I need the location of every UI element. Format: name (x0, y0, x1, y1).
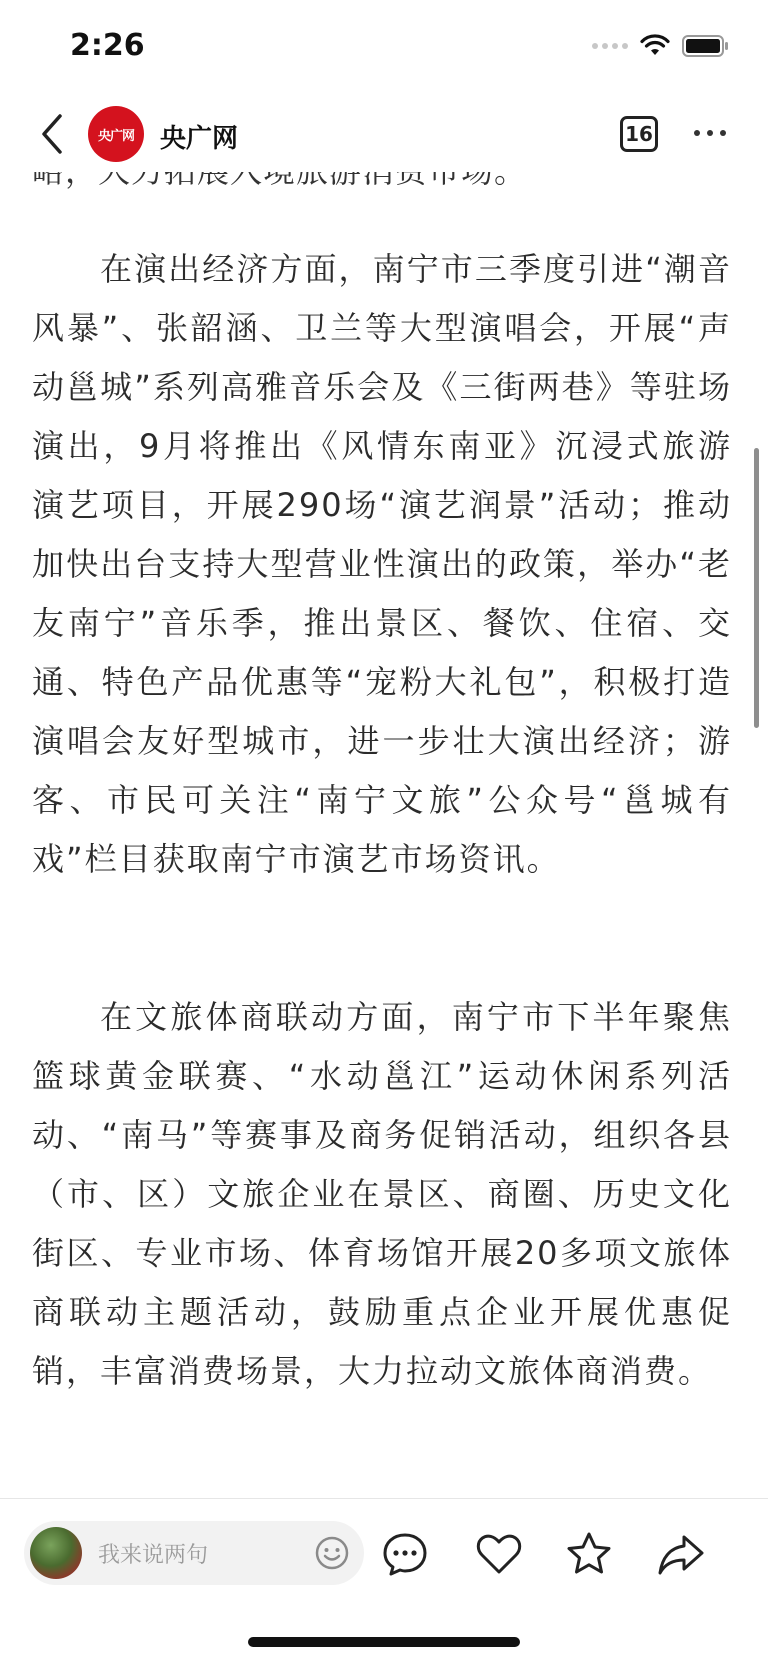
comment-input[interactable] (24, 1521, 364, 1585)
heart-icon[interactable] (474, 1529, 524, 1579)
nav-bar (0, 96, 768, 172)
status-bar (0, 0, 768, 96)
comment-icon[interactable] (380, 1529, 430, 1579)
site-logo[interactable]: 央广网 (88, 106, 144, 162)
signal-icon (592, 43, 628, 49)
emoji-icon[interactable] (314, 1535, 350, 1571)
star-icon[interactable] (564, 1529, 614, 1579)
status-icons (592, 34, 730, 58)
site-name[interactable]: 央广网 (160, 124, 239, 154)
comment-placeholder: 我来说两句 (98, 1543, 209, 1568)
status-time: 2:26 (70, 28, 145, 63)
battery-icon (682, 34, 730, 58)
article-paragraph: 在文旅体商联动方面，南宁市下半年聚焦篮球黄金联赛、“水动邕江”运动休闲系列活动、“南马”等赛事及商务促销活动，组织各县（市、区）文旅企业在景区、商圈、历史文化街区、专业市场、体育场馆开展20多项文旅体商联动主题活动，鼓励重点企业开展优惠促销，丰富消费场景，大力拉动文旅体商消费。 (32, 998, 732, 1390)
home-indicator[interactable] (248, 1637, 520, 1647)
back-icon[interactable] (34, 110, 70, 158)
share-icon[interactable] (656, 1529, 706, 1579)
avatar (30, 1527, 82, 1579)
article-body (32, 172, 732, 1498)
more-icon[interactable] (694, 118, 734, 148)
article-count-badge[interactable]: 16 (620, 116, 658, 152)
scrollbar[interactable] (754, 448, 759, 728)
article-paragraph: 在演出经济方面，南宁市三季度引进“潮音风暴”、张韶涵、卫兰等大型演唱会，开展“声动邕城”系列高雅音乐会及《三街两巷》等驻场演出，9月将推出《风情东南亚》沉浸式旅游演艺项目，开展290场“演艺润景”活动；推动加快出台支持大型营业性演出的政策，举办“老友南宁”音乐季，推出景区、餐饮、住宿、交通、特色产品优惠等“宠粉大礼包”，积极打造演唱会友好型城市，进一步壮大演出经济；游客、市民可关注“南宁文旅”公众号“邕城有戏”栏目获取南宁市演艺市场资讯。 (32, 250, 732, 878)
wifi-icon (640, 35, 670, 57)
